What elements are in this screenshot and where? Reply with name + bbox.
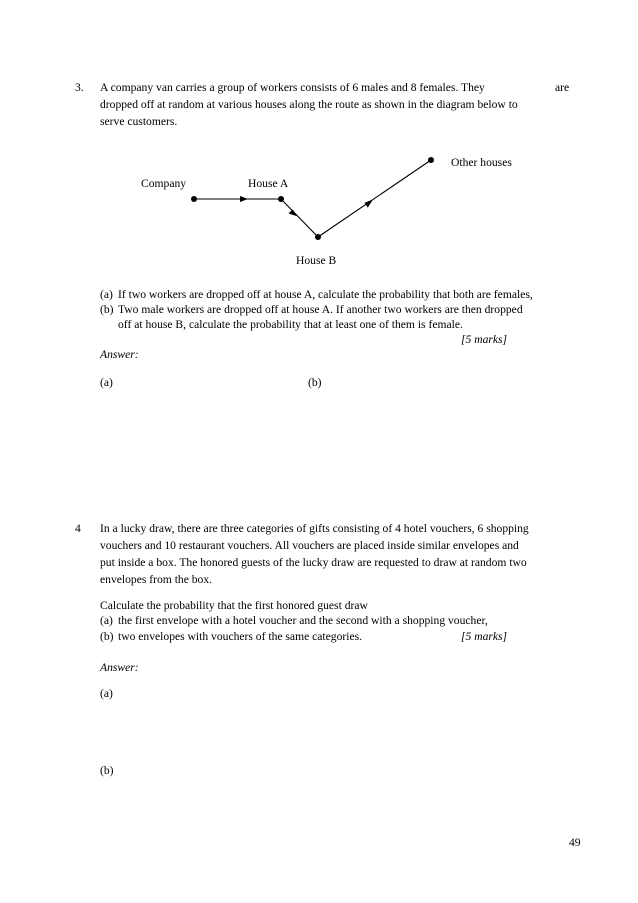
answer-label: Answer: xyxy=(100,348,139,361)
question-text-line: dropped off at random at various houses along the route as shown in the diagram below to xyxy=(100,98,518,111)
other-houses-dot xyxy=(428,157,434,163)
question-number: 3. xyxy=(75,81,84,94)
arrow-head-icon xyxy=(365,200,374,208)
question-number: 4 xyxy=(75,522,81,535)
part-a-text: If two workers are dropped off at house A, calculate the probability that both are females, xyxy=(118,288,533,301)
house-b-dot xyxy=(315,234,321,240)
page-number: 49 xyxy=(569,836,581,849)
part-label: (b) xyxy=(100,303,114,316)
house-a-label: House A xyxy=(248,177,289,190)
answer-part-label: (a) xyxy=(100,376,113,389)
marks-label: [5 marks] xyxy=(461,333,508,346)
route-segment-house-a-to-house-b xyxy=(281,199,318,237)
answer-part-label: (b) xyxy=(100,764,114,777)
answer-label: Answer: xyxy=(100,661,139,674)
part-b-text: off at house B, calculate the probability that at least one of them is female. xyxy=(118,318,463,331)
route-segment-house-b-to-other-houses xyxy=(318,160,431,237)
other-houses-label: Other houses xyxy=(451,156,512,169)
question-text-line: serve customers. xyxy=(100,115,178,128)
part-label: (b) xyxy=(100,630,114,643)
answer-part-label: (b) xyxy=(308,376,322,389)
arrow-head-icon xyxy=(289,210,299,217)
house-a-dot xyxy=(278,196,284,202)
part-label: (a) xyxy=(100,614,113,627)
part-a-text: the first envelope with a hotel voucher and the second with a shopping voucher, xyxy=(118,614,488,627)
question-text-line: put inside a box. The honored guests of the lucky draw are requested to draw at random two xyxy=(100,556,527,569)
arrow-head-icon xyxy=(240,196,248,202)
question-text-line: are xyxy=(555,81,570,94)
marks-label: [5 marks] xyxy=(461,630,508,643)
question-text-line: A company van carries a group of workers consists of 6 males and 8 females. They xyxy=(100,81,485,94)
question-text-line: In a lucky draw, there are three categories of gifts consisting of 4 hotel vouchers, 6 shopping xyxy=(100,522,529,535)
company-label: Company xyxy=(141,177,187,190)
question-text-line: envelopes from the box. xyxy=(100,573,213,586)
company-dot xyxy=(191,196,197,202)
part-label: (a) xyxy=(100,288,113,301)
part-b-text: Two male workers are dropped off at house A. If another two workers are then dropped xyxy=(118,303,523,316)
calc-intro: Calculate the probability that the first honored guest draw xyxy=(100,599,368,612)
answer-part-label: (a) xyxy=(100,687,113,700)
house-b-label: House B xyxy=(296,254,337,267)
question-text-line: vouchers and 10 restaurant vouchers. All vouchers are placed inside similar envelopes and xyxy=(100,539,519,552)
part-b-text: two envelopes with vouchers of the same categories. xyxy=(118,630,363,643)
